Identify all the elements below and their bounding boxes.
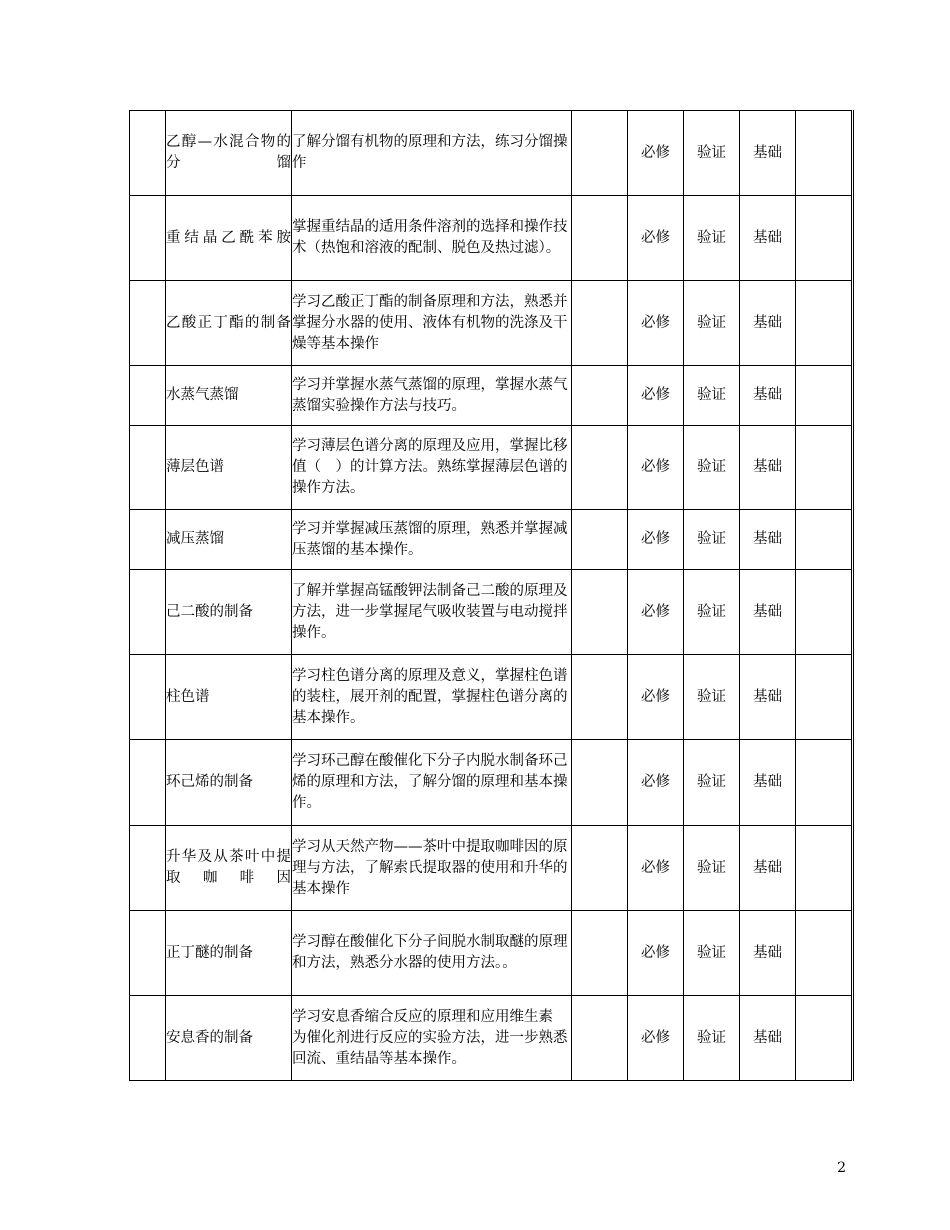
experiment-description: 学习醇在酸催化下分子间脱水制取醚的原理和方法，熟悉分水器的使用方法。。 xyxy=(292,911,572,996)
experiment-description: 学习并掌握水蒸气蒸馏的原理，掌握水蒸气蒸馏实验操作方法与技巧。 xyxy=(292,366,572,426)
table-row xyxy=(130,570,853,655)
experiment-name: 环己烯的制备 xyxy=(166,740,292,826)
blank-cell xyxy=(572,366,628,426)
experiment-nature: 验证 xyxy=(684,911,740,996)
row-number-cell xyxy=(130,655,166,740)
course-type: 必修 xyxy=(628,366,684,426)
page-number: 2 xyxy=(837,1160,846,1176)
experiment-nature: 验证 xyxy=(684,655,740,740)
blank-cell xyxy=(572,111,628,196)
experiment-description: 了解并掌握高锰酸钾法制备己二酸的原理及方法，进一步掌握尾气吸收装置与电动搅拌操作。 xyxy=(292,570,572,655)
row-number-cell xyxy=(130,366,166,426)
experiment-nature: 验证 xyxy=(684,196,740,281)
table-row xyxy=(130,196,853,281)
blank-cell xyxy=(572,740,628,826)
remark-cell xyxy=(796,740,853,826)
row-number-cell xyxy=(130,510,166,570)
table-row xyxy=(130,281,853,366)
experiment-level: 基础 xyxy=(740,655,796,740)
experiment-level: 基础 xyxy=(740,570,796,655)
course-type: 必修 xyxy=(628,826,684,911)
table-row xyxy=(130,911,853,996)
blank-cell xyxy=(572,196,628,281)
experiment-name: 水蒸气蒸馏 xyxy=(166,366,292,426)
experiment-level: 基础 xyxy=(740,281,796,366)
experiment-name: 安息香的制备 xyxy=(166,996,292,1081)
table-row xyxy=(130,426,853,510)
experiment-level: 基础 xyxy=(740,510,796,570)
blank-cell xyxy=(572,911,628,996)
remark-cell xyxy=(796,111,853,196)
course-type: 必修 xyxy=(628,911,684,996)
course-type: 必修 xyxy=(628,111,684,196)
table-row xyxy=(130,996,853,1081)
experiment-nature: 验证 xyxy=(684,996,740,1081)
experiment-nature: 验证 xyxy=(684,366,740,426)
course-type: 必修 xyxy=(628,740,684,826)
experiment-description: 学习薄层色谱分离的原理及应用，掌握比移值（ ）的计算方法。熟练掌握薄层色谱的操作方法。 xyxy=(292,426,572,510)
experiment-level: 基础 xyxy=(740,826,796,911)
row-number-cell xyxy=(130,996,166,1081)
experiment-name: 重结晶乙酰苯胺 xyxy=(166,196,292,281)
row-number-cell xyxy=(130,570,166,655)
row-number-cell xyxy=(130,111,166,196)
row-number-cell xyxy=(130,740,166,826)
remark-cell xyxy=(796,426,853,510)
experiment-description: 学习柱色谱分离的原理及意义，掌握柱色谱的装柱，展开剂的配置，掌握柱色谱分离的基本操作。 xyxy=(292,655,572,740)
experiment-name: 减压蒸馏 xyxy=(166,510,292,570)
experiment-name: 柱色谱 xyxy=(166,655,292,740)
table-row xyxy=(130,655,853,740)
experiment-nature: 验证 xyxy=(684,570,740,655)
course-type: 必修 xyxy=(628,281,684,366)
remark-cell xyxy=(796,510,853,570)
experiment-name: 己二酸的制备 xyxy=(166,570,292,655)
blank-cell xyxy=(572,281,628,366)
row-number-cell xyxy=(130,826,166,911)
table-row xyxy=(130,366,853,426)
table-row xyxy=(130,740,853,826)
experiment-level: 基础 xyxy=(740,366,796,426)
experiment-name: 升华及从茶叶中提取咖啡因 xyxy=(166,826,292,911)
remark-cell xyxy=(796,911,853,996)
experiment-level: 基础 xyxy=(740,996,796,1081)
experiment-description: 了解分馏有机物的原理和方法，练习分馏操作 xyxy=(292,111,572,196)
experiment-name: 乙酸正丁酯的制备 xyxy=(166,281,292,366)
remark-cell xyxy=(796,366,853,426)
remark-cell xyxy=(796,196,853,281)
blank-cell xyxy=(572,426,628,510)
experiment-nature: 验证 xyxy=(684,826,740,911)
row-number-cell xyxy=(130,426,166,510)
course-type: 必修 xyxy=(628,510,684,570)
experiment-table xyxy=(129,110,854,1081)
experiment-name: 正丁醚的制备 xyxy=(166,911,292,996)
blank-cell xyxy=(572,826,628,911)
remark-cell xyxy=(796,826,853,911)
experiment-level: 基础 xyxy=(740,111,796,196)
row-number-cell xyxy=(130,911,166,996)
experiment-description: 掌握重结晶的适用条件溶剂的选择和操作技术（热饱和溶液的配制、脱色及热过滤）。 xyxy=(292,196,572,281)
experiment-level: 基础 xyxy=(740,740,796,826)
table-row xyxy=(130,826,853,911)
blank-cell xyxy=(572,510,628,570)
course-type: 必修 xyxy=(628,196,684,281)
experiment-description: 学习并掌握减压蒸馏的原理，熟悉并掌握减压蒸馏的基本操作。 xyxy=(292,510,572,570)
remark-cell xyxy=(796,996,853,1081)
experiment-nature: 验证 xyxy=(684,740,740,826)
remark-cell xyxy=(796,281,853,366)
experiment-level: 基础 xyxy=(740,196,796,281)
remark-cell xyxy=(796,655,853,740)
experiment-name: 乙醇—水混合物的分馏 xyxy=(166,111,292,196)
course-type: 必修 xyxy=(628,996,684,1081)
course-type: 必修 xyxy=(628,655,684,740)
experiment-description: 学习安息香缩合反应的原理和应用维生素 为催化剂进行反应的实验方法，进一步熟悉回流、重结晶等基本操作。 xyxy=(292,996,572,1081)
course-type: 必修 xyxy=(628,426,684,510)
experiment-nature: 验证 xyxy=(684,281,740,366)
blank-cell xyxy=(572,655,628,740)
row-number-cell xyxy=(130,281,166,366)
experiment-name: 薄层色谱 xyxy=(166,426,292,510)
experiment-nature: 验证 xyxy=(684,510,740,570)
experiment-nature: 验证 xyxy=(684,426,740,510)
experiment-description: 学习从天然产物——茶叶中提取咖啡因的原理与方法，了解索氏提取器的使用和升华的基本操作 xyxy=(292,826,572,911)
course-type: 必修 xyxy=(628,570,684,655)
remark-cell xyxy=(796,570,853,655)
row-number-cell xyxy=(130,196,166,281)
table-row xyxy=(130,510,853,570)
experiment-description: 学习环己醇在酸催化下分子内脱水制备环己烯的原理和方法，了解分馏的原理和基本操作。 xyxy=(292,740,572,826)
blank-cell xyxy=(572,570,628,655)
experiment-level: 基础 xyxy=(740,911,796,996)
experiment-level: 基础 xyxy=(740,426,796,510)
experiment-nature: 验证 xyxy=(684,111,740,196)
table-row xyxy=(130,111,853,196)
experiment-description: 学习乙酸正丁酯的制备原理和方法，熟悉并掌握分水器的使用、液体有机物的洗涤及干燥等基本操作 xyxy=(292,281,572,366)
